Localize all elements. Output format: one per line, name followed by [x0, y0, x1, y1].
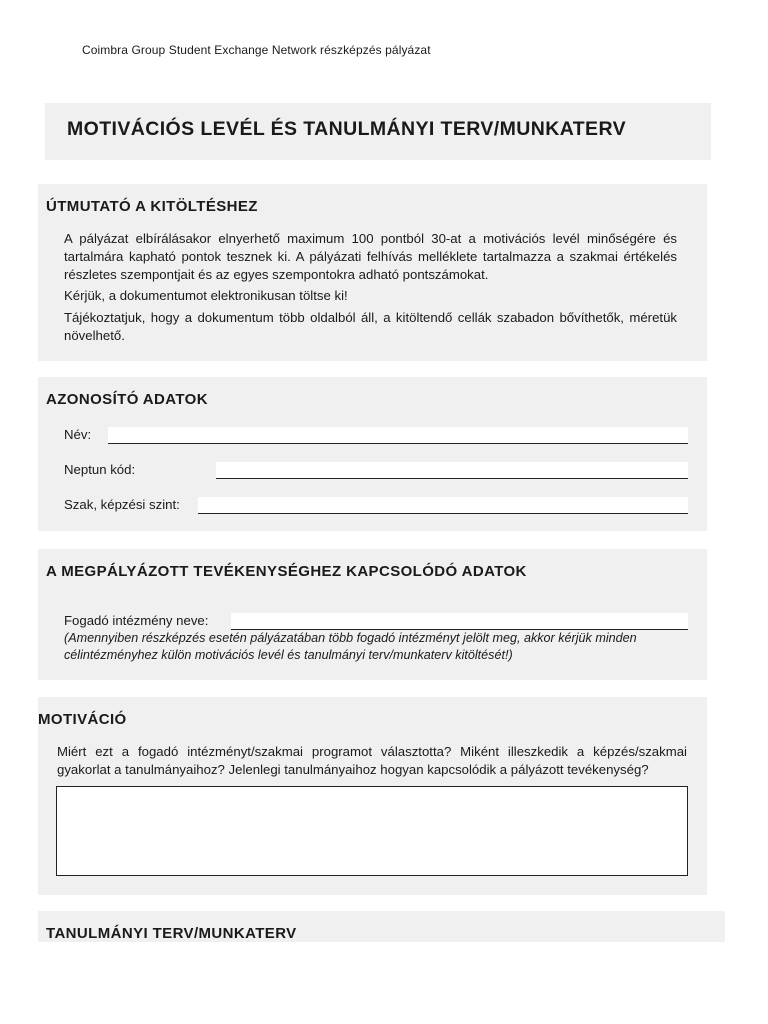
guide-paragraph-scoring: A pályázat elbírálásakor elnyerhető maximum 100 pontból 30-at a motivációs levél minőségére és tartalmára kapható pontok tesznek ki. A pályázati felhívás melléklete tartalmazza a szakmai értékelés részletes szempontjait és az egyes szempontokra adható pontszámokat.: [64, 231, 677, 282]
major-level-field[interactable]: [198, 497, 688, 514]
name-label: Név:: [64, 427, 92, 442]
identity-heading: AZONOSÍTÓ ADATOK: [46, 391, 208, 408]
name-field[interactable]: [108, 427, 688, 444]
neptun-code-field[interactable]: [216, 462, 688, 479]
host-institution-field[interactable]: [231, 613, 688, 630]
host-institution-label: Fogadó intézmény neve:: [64, 613, 209, 628]
host-institution-note: (Amennyiben részképzés esetén pályázatában több fogadó intézményt jelölt meg, akkor kérjük minden célintézményhez külön motivációs levél és tanulmányi terv/munkaterv kitöltését!): [64, 631, 637, 662]
major-level-label: Szak, képzési szint:: [64, 497, 180, 512]
motivation-answer-box[interactable]: [56, 786, 688, 876]
activity-heading: A MEGPÁLYÁZOTT TEVÉKENYSÉGHEZ KAPCSOLÓDÓ ADATOK: [46, 563, 527, 580]
motivation-section: [38, 697, 707, 895]
document-title-banner: [45, 103, 711, 160]
guide-paragraph-expandable: Tájékoztatjuk, hogy a dokumentum több oldalból áll, a kitöltendő cellák szabadon bővíthetők, méretük növelhető.: [64, 310, 677, 343]
study-plan-section: [38, 911, 725, 942]
guide-heading: ÚTMUTATÓ A KITÖLTÉSHEZ: [46, 198, 258, 215]
identity-section: [38, 377, 707, 531]
running-header: Coimbra Group Student Exchange Network részképzés pályázat: [82, 43, 431, 57]
document-title: MOTIVÁCIÓS LEVÉL ÉS TANULMÁNYI TERV/MUNKATERV: [67, 118, 626, 140]
motivation-heading: MOTIVÁCIÓ: [38, 711, 127, 728]
study-plan-heading: TANULMÁNYI TERV/MUNKATERV: [46, 925, 297, 942]
motivation-question: Miért ezt a fogadó intézményt/szakmai programot választotta? Miként illeszkedik a képzés/szakmai gyakorlat a tanulmányaihoz? Jelenlegi tanulmányaihoz hogyan kapcsolódik a pályázott tevékenység?: [57, 744, 687, 777]
guide-section: [38, 184, 707, 361]
guide-paragraph-electronic: Kérjük, a dokumentumot elektronikusan töltse ki!: [64, 288, 348, 303]
activity-section: [38, 549, 707, 680]
neptun-code-label: Neptun kód:: [64, 462, 136, 477]
